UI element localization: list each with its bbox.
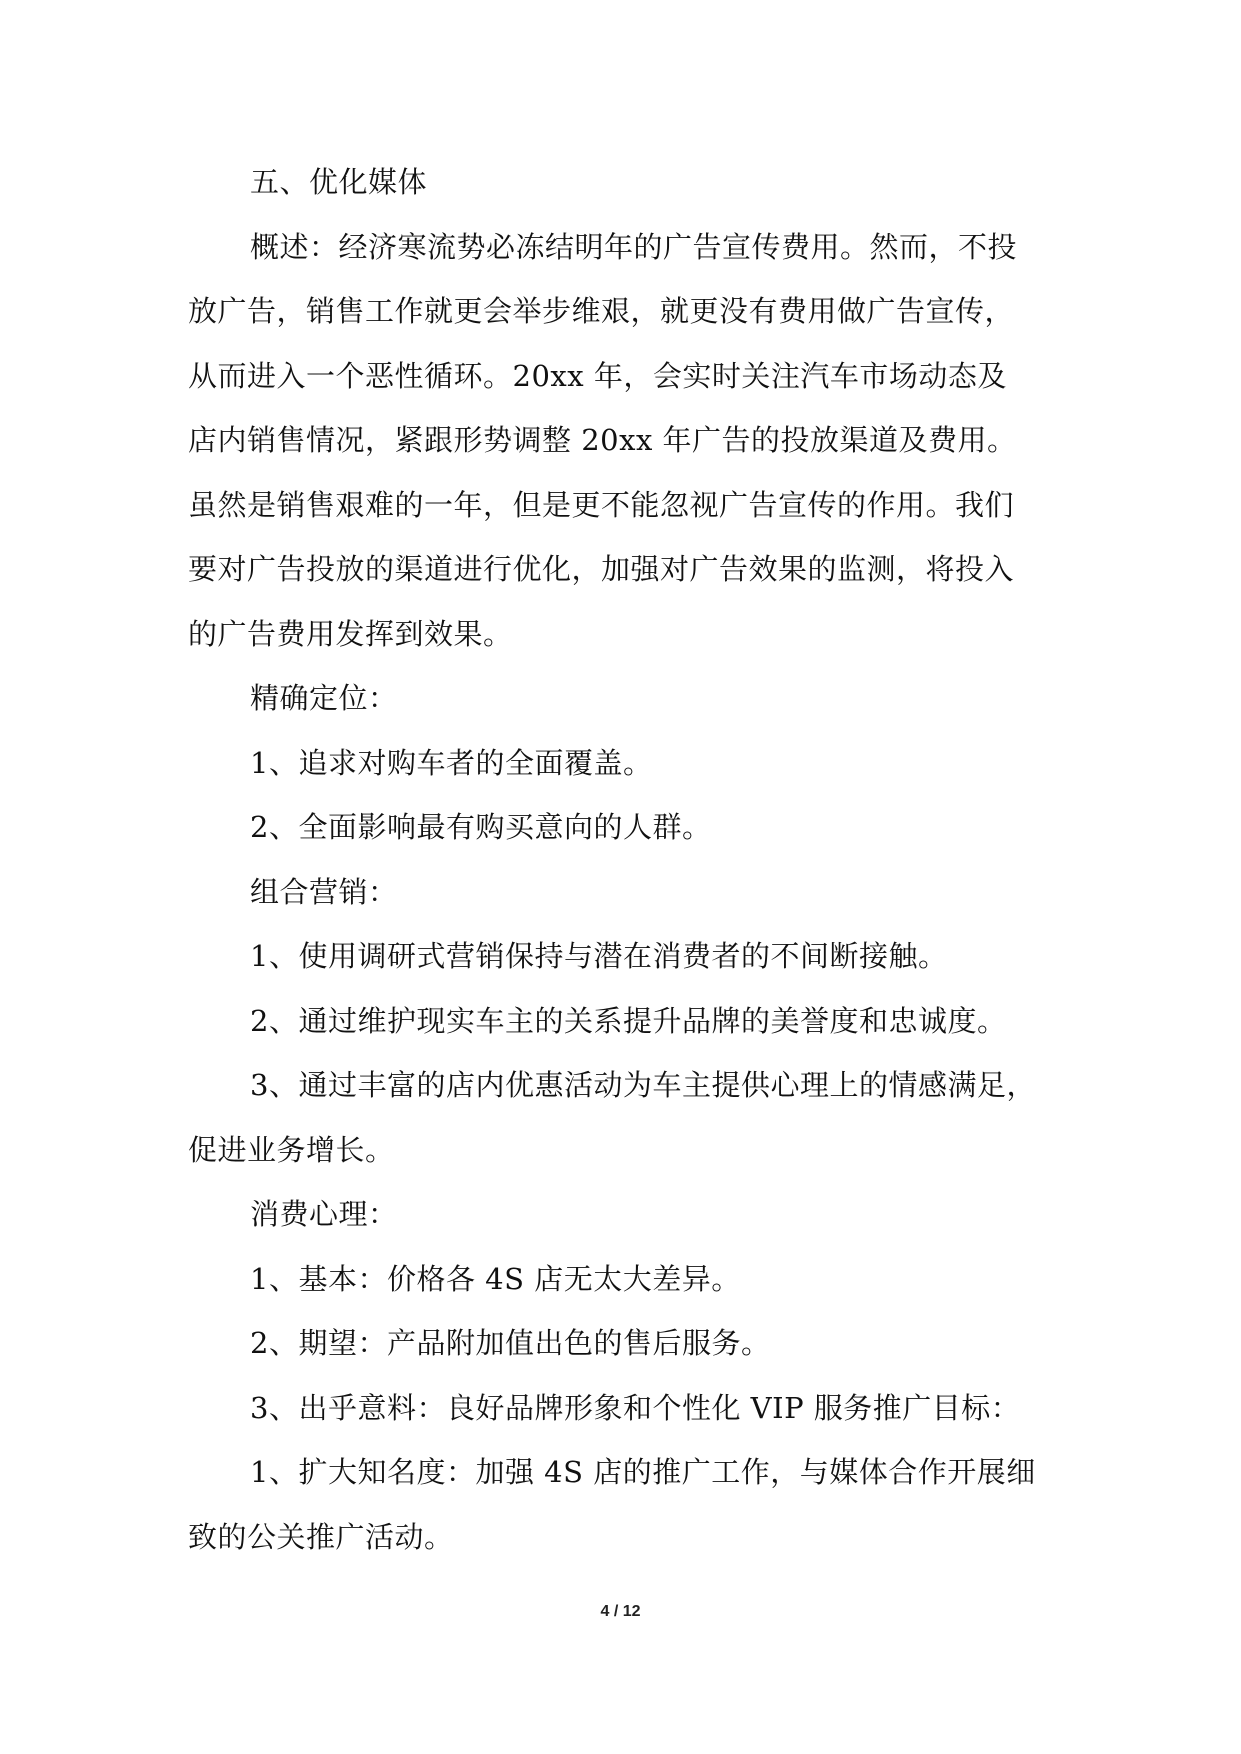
paragraph-line: 概述：经济寒流势必冻结明年的广告宣传费用。然而，不投 <box>250 229 1018 264</box>
paragraph-line: 要对广告投放的渠道进行优化，加强对广告效果的监测，将投入 <box>188 552 1015 586</box>
paragraph-line: 虽然是销售艰难的一年，但是更不能忽视广告宣传的作用。我们 <box>188 487 1015 522</box>
list-item: 1、追求对购车者的全面覆盖。 <box>250 745 653 780</box>
list-item-continuation: 致的公关推广活动。 <box>188 1519 454 1554</box>
subheading: 组合营销： <box>250 874 398 909</box>
paragraph-line: 的广告费用发挥到效果。 <box>188 616 513 651</box>
list-item: 3、出乎意料：良好品牌形象和个性化 VIP 服务推广目标： <box>250 1390 1021 1425</box>
page-number: 4 / 12 <box>600 1603 641 1620</box>
list-item: 2、全面影响最有购买意向的人群。 <box>250 810 712 844</box>
list-item: 2、期望：产品附加值出色的售后服务。 <box>250 1326 771 1360</box>
list-item-continuation: 促进业务增长。 <box>188 1132 395 1167</box>
list-item: 2、通过维护现实车主的关系提升品牌的美誉度和忠诚度。 <box>250 1003 1007 1038</box>
subheading: 消费心理： <box>250 1197 398 1231</box>
section-heading: 五、优化媒体 <box>250 165 428 199</box>
paragraph-line: 从而进入一个恶性循环。20xx 年，会实时关注汽车市场动态及 <box>188 358 1007 393</box>
paragraph-line: 店内销售情况，紧跟形势调整 20xx 年广告的投放渠道及费用。 <box>188 423 1017 457</box>
document-body <box>188 150 1060 1569</box>
list-item: 1、基本：价格各 4S 店无太大差异。 <box>250 1261 741 1296</box>
paragraph-line: 放广告，销售工作就更会举步维艰，就更没有费用做广告宣传， <box>188 294 1015 328</box>
list-item: 3、通过丰富的店内优惠活动为车主提供心理上的情感满足， <box>250 1068 1036 1102</box>
subheading: 精确定位： <box>250 681 398 715</box>
list-item: 1、使用调研式营销保持与潜在消费者的不间断接触。 <box>250 939 948 973</box>
list-item: 1、扩大知名度：加强 4S 店的推广工作，与媒体合作开展细 <box>250 1455 1036 1489</box>
